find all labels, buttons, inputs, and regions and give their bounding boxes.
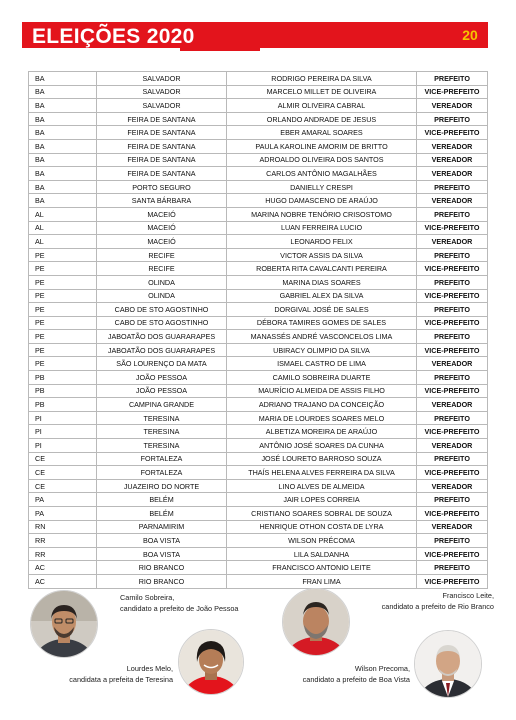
state-cell: PE <box>29 262 97 276</box>
table-row <box>29 194 488 208</box>
city-cell: OLINDA <box>97 275 227 289</box>
city-cell: RIO BRANCO <box>97 574 227 588</box>
state-cell: PA <box>29 507 97 521</box>
state-cell: PE <box>29 275 97 289</box>
caption-francisco-desc: candidato a prefeito de Rio Branco <box>381 602 494 611</box>
role-cell: VEREADOR <box>417 520 488 534</box>
city-cell: CABO DE STO AGOSTINHO <box>97 303 227 317</box>
table-row <box>29 520 488 534</box>
state-cell: PA <box>29 493 97 507</box>
state-cell: AL <box>29 207 97 221</box>
candidate-name-cell: MARCELO MILLET DE OLIVEIRA <box>227 85 417 99</box>
state-cell: CE <box>29 479 97 493</box>
candidate-name-cell: WILSON PRÉCOMA <box>227 534 417 548</box>
candidates-table-body <box>29 72 488 589</box>
state-cell: PE <box>29 316 97 330</box>
role-cell: VICE-PREFEITO <box>417 316 488 330</box>
city-cell: FEIRA DE SANTANA <box>97 167 227 181</box>
table-row <box>29 72 488 86</box>
table-row <box>29 561 488 575</box>
caption-lourdes-name: Lourdes Melo, <box>126 664 173 673</box>
state-cell: BA <box>29 112 97 126</box>
city-cell: RIO BRANCO <box>97 561 227 575</box>
page-number: 20 <box>462 27 478 43</box>
state-cell: PE <box>29 289 97 303</box>
city-cell: SALVADOR <box>97 85 227 99</box>
state-cell: RR <box>29 534 97 548</box>
state-cell: PI <box>29 425 97 439</box>
state-cell: PI <box>29 439 97 453</box>
city-cell: BELÉM <box>97 493 227 507</box>
role-cell: VICE-PREFEITO <box>417 507 488 521</box>
role-cell: VEREADOR <box>417 357 488 371</box>
table-row <box>29 275 488 289</box>
candidate-name-cell: ROBERTA RITA CAVALCANTI PEREIRA <box>227 262 417 276</box>
city-cell: TERESINA <box>97 439 227 453</box>
table-row <box>29 398 488 412</box>
role-cell: VICE-PREFEITO <box>417 262 488 276</box>
portrait-wilson <box>414 630 482 698</box>
table-row <box>29 371 488 385</box>
table-row <box>29 466 488 480</box>
caption-lourdes <box>69 663 173 685</box>
city-cell: RECIFE <box>97 248 227 262</box>
role-cell: PREFEITO <box>417 411 488 425</box>
candidate-name-cell: CAMILO SOBREIRA DUARTE <box>227 371 417 385</box>
table-row <box>29 167 488 181</box>
page-title: ELEIÇÕES 2020 <box>32 25 195 48</box>
city-cell: TERESINA <box>97 411 227 425</box>
candidate-name-cell: FRAN LIMA <box>227 574 417 588</box>
role-cell: PREFEITO <box>417 493 488 507</box>
caption-wilson-name: Wilson Precoma, <box>354 664 410 673</box>
role-cell: VEREADOR <box>417 479 488 493</box>
state-cell: PB <box>29 384 97 398</box>
state-cell: AC <box>29 574 97 588</box>
table-row <box>29 235 488 249</box>
state-cell: AL <box>29 235 97 249</box>
table-row <box>29 316 488 330</box>
table-row <box>29 507 488 521</box>
candidate-name-cell: CARLOS ANTÔNIO MAGALHÃES <box>227 167 417 181</box>
table-row <box>29 493 488 507</box>
caption-wilson-desc: candidato a prefeito de Boa Vista <box>302 675 410 684</box>
table-row <box>29 221 488 235</box>
table-row <box>29 547 488 561</box>
candidate-name-cell: MAURÍCIO ALMEIDA DE ASSIS FILHO <box>227 384 417 398</box>
table-row <box>29 85 488 99</box>
city-cell: MACEIÓ <box>97 221 227 235</box>
role-cell: PREFEITO <box>417 275 488 289</box>
role-cell: PREFEITO <box>417 207 488 221</box>
table-row <box>29 574 488 588</box>
state-cell: AC <box>29 561 97 575</box>
city-cell: SALVADOR <box>97 72 227 86</box>
caption-francisco <box>382 590 494 612</box>
city-cell: FEIRA DE SANTANA <box>97 112 227 126</box>
table-row <box>29 452 488 466</box>
state-cell: PB <box>29 371 97 385</box>
candidate-name-cell: ADROALDO OLIVEIRA DOS SANTOS <box>227 153 417 167</box>
candidate-name-cell: ALMIR OLIVEIRA CABRAL <box>227 99 417 113</box>
city-cell: TERESINA <box>97 425 227 439</box>
table-row <box>29 384 488 398</box>
candidate-name-cell: JAIR LOPES CORREIA <box>227 493 417 507</box>
table-row <box>29 343 488 357</box>
role-cell: VICE-PREFEITO <box>417 289 488 303</box>
role-cell: PREFEITO <box>417 248 488 262</box>
city-cell: BOA VISTA <box>97 547 227 561</box>
table-row <box>29 357 488 371</box>
city-cell: FORTALEZA <box>97 452 227 466</box>
role-cell: VEREADOR <box>417 153 488 167</box>
state-cell: PI <box>29 411 97 425</box>
city-cell: JABOATÃO DOS GUARARAPES <box>97 343 227 357</box>
table-row <box>29 139 488 153</box>
city-cell: JUAZEIRO DO NORTE <box>97 479 227 493</box>
candidate-name-cell: CRISTIANO SOARES SOBRAL DE SOUZA <box>227 507 417 521</box>
candidate-name-cell: VICTOR ASSIS DA SILVA <box>227 248 417 262</box>
candidate-name-cell: JOSÉ LOURETO BARROSO SOUZA <box>227 452 417 466</box>
role-cell: PREFEITO <box>417 303 488 317</box>
role-cell: PREFEITO <box>417 330 488 344</box>
table-row <box>29 248 488 262</box>
role-cell: VICE-PREFEITO <box>417 343 488 357</box>
candidate-name-cell: PAULA KAROLINE AMORIM DE BRITTO <box>227 139 417 153</box>
table-row <box>29 439 488 453</box>
role-cell: VICE-PREFEITO <box>417 85 488 99</box>
role-cell: VEREADOR <box>417 235 488 249</box>
state-cell: BA <box>29 99 97 113</box>
city-cell: BOA VISTA <box>97 534 227 548</box>
candidate-name-cell: LINO ALVES DE ALMEIDA <box>227 479 417 493</box>
candidate-name-cell: EBER AMARAL SOARES <box>227 126 417 140</box>
city-cell: PORTO SEGURO <box>97 180 227 194</box>
city-cell: JOÃO PESSOA <box>97 371 227 385</box>
role-cell: VICE-PREFEITO <box>417 126 488 140</box>
role-cell: VICE-PREFEITO <box>417 466 488 480</box>
candidate-name-cell: MARINA NOBRE TENÓRIO CRISOSTOMO <box>227 207 417 221</box>
state-cell: CE <box>29 452 97 466</box>
role-cell: VICE-PREFEITO <box>417 221 488 235</box>
candidate-name-cell: ORLANDO ANDRADE DE JESUS <box>227 112 417 126</box>
candidate-name-cell: DÉBORA TAMIRES GOMES DE SALES <box>227 316 417 330</box>
candidate-name-cell: MARINA DIAS SOARES <box>227 275 417 289</box>
portrait-lourdes <box>178 629 244 695</box>
table-row <box>29 262 488 276</box>
candidate-name-cell: LEONARDO FELIX <box>227 235 417 249</box>
city-cell: JOÃO PESSOA <box>97 384 227 398</box>
role-cell: PREFEITO <box>417 561 488 575</box>
table-row <box>29 112 488 126</box>
state-cell: BA <box>29 167 97 181</box>
table-row <box>29 425 488 439</box>
candidate-name-cell: ANTÔNIO JOSÉ SOARES DA CUNHA <box>227 439 417 453</box>
city-cell: MACEIÓ <box>97 207 227 221</box>
table-row <box>29 289 488 303</box>
table-row <box>29 534 488 548</box>
caption-wilson <box>303 663 410 685</box>
role-cell: PREFEITO <box>417 72 488 86</box>
caption-camilo-name: Camilo Sobreira, <box>120 593 175 602</box>
city-cell: RECIFE <box>97 262 227 276</box>
city-cell: FORTALEZA <box>97 466 227 480</box>
city-cell: PARNAMIRIM <box>97 520 227 534</box>
role-cell: VEREADOR <box>417 439 488 453</box>
candidate-name-cell: HUGO DAMASCENO DE ARAÚJO <box>227 194 417 208</box>
state-cell: BA <box>29 85 97 99</box>
candidate-name-cell: DANIELLY CRESPI <box>227 180 417 194</box>
state-cell: AL <box>29 221 97 235</box>
state-cell: BA <box>29 153 97 167</box>
header-stripe <box>180 48 260 51</box>
table-row <box>29 207 488 221</box>
state-cell: PE <box>29 248 97 262</box>
table-row <box>29 153 488 167</box>
role-cell: VICE-PREFEITO <box>417 574 488 588</box>
role-cell: VEREADOR <box>417 139 488 153</box>
role-cell: VEREADOR <box>417 167 488 181</box>
state-cell: CE <box>29 466 97 480</box>
candidate-name-cell: ISMAEL CASTRO DE LIMA <box>227 357 417 371</box>
table-row <box>29 479 488 493</box>
state-cell: PE <box>29 343 97 357</box>
city-cell: MACEIÓ <box>97 235 227 249</box>
table-row <box>29 330 488 344</box>
candidate-name-cell: MARIA DE LOURDES SOARES MELO <box>227 411 417 425</box>
candidate-name-cell: MANASSÉS ANDRÉ VASCONCELOS LIMA <box>227 330 417 344</box>
city-cell: JABOATÃO DOS GUARARAPES <box>97 330 227 344</box>
table-row <box>29 303 488 317</box>
caption-lourdes-desc: candidata a prefeita de Teresina <box>69 675 173 684</box>
state-cell: BA <box>29 139 97 153</box>
state-cell: PB <box>29 398 97 412</box>
table-row <box>29 126 488 140</box>
portrait-francisco <box>282 588 350 656</box>
candidate-name-cell: RODRIGO PEREIRA DA SILVA <box>227 72 417 86</box>
state-cell: BA <box>29 72 97 86</box>
role-cell: PREFEITO <box>417 534 488 548</box>
city-cell: OLINDA <box>97 289 227 303</box>
table-row <box>29 411 488 425</box>
state-cell: BA <box>29 194 97 208</box>
candidate-name-cell: THAÍS HELENA ALVES FERREIRA DA SILVA <box>227 466 417 480</box>
state-cell: BA <box>29 180 97 194</box>
candidate-name-cell: UBIRACY OLIMPIO DA SILVA <box>227 343 417 357</box>
state-cell: BA <box>29 126 97 140</box>
role-cell: VEREADOR <box>417 398 488 412</box>
role-cell: PREFEITO <box>417 180 488 194</box>
state-cell: PE <box>29 303 97 317</box>
role-cell: VICE-PREFEITO <box>417 547 488 561</box>
role-cell: VICE-PREFEITO <box>417 384 488 398</box>
city-cell: SALVADOR <box>97 99 227 113</box>
candidate-name-cell: ADRIANO TRAJANO DA CONCEIÇÃO <box>227 398 417 412</box>
candidate-name-cell: GABRIEL ALEX DA SILVA <box>227 289 417 303</box>
city-cell: SÃO LOURENÇO DA MATA <box>97 357 227 371</box>
role-cell: PREFEITO <box>417 452 488 466</box>
city-cell: FEIRA DE SANTANA <box>97 126 227 140</box>
city-cell: FEIRA DE SANTANA <box>97 139 227 153</box>
city-cell: SANTA BÁRBARA <box>97 194 227 208</box>
caption-camilo-desc: candidato a prefeito de João Pessoa <box>120 604 239 613</box>
state-cell: RR <box>29 547 97 561</box>
table-row <box>29 99 488 113</box>
candidate-name-cell: LUAN FERREIRA LUCIO <box>227 221 417 235</box>
role-cell: VEREADOR <box>417 194 488 208</box>
caption-camilo <box>120 592 238 614</box>
state-cell: PE <box>29 357 97 371</box>
role-cell: VEREADOR <box>417 99 488 113</box>
role-cell: VICE-PREFEITO <box>417 425 488 439</box>
city-cell: CAMPINA GRANDE <box>97 398 227 412</box>
candidate-name-cell: HENRIQUE OTHON COSTA DE LYRA <box>227 520 417 534</box>
caption-francisco-name: Francisco Leite, <box>442 591 494 600</box>
candidate-name-cell: ALBETIZA MOREIRA DE ARAÚJO <box>227 425 417 439</box>
city-cell: BELÉM <box>97 507 227 521</box>
portrait-camilo <box>30 590 98 658</box>
city-cell: CABO DE STO AGOSTINHO <box>97 316 227 330</box>
candidate-name-cell: DORGIVAL JOSÉ DE SALES <box>227 303 417 317</box>
table-row <box>29 180 488 194</box>
state-cell: RN <box>29 520 97 534</box>
role-cell: PREFEITO <box>417 371 488 385</box>
role-cell: PREFEITO <box>417 112 488 126</box>
candidates-table <box>28 71 488 589</box>
state-cell: PE <box>29 330 97 344</box>
candidate-name-cell: FRANCISCO ANTONIO LEITE <box>227 561 417 575</box>
candidate-name-cell: LILA SALDANHA <box>227 547 417 561</box>
city-cell: FEIRA DE SANTANA <box>97 153 227 167</box>
